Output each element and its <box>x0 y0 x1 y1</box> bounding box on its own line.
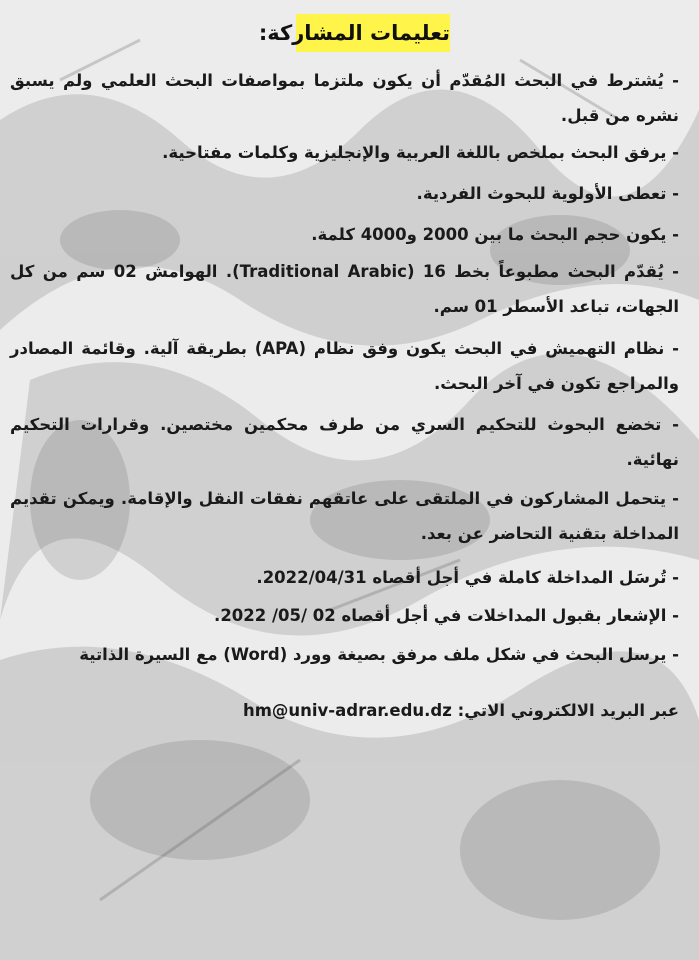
rule-item-10: - الإشعار بقبول المداخلات في أجل أقصاه 02 /05/ 2022. <box>214 606 679 625</box>
rule-item-1: - يُشترط في البحث المُقدّم أن يكون ملتزما بمواصفات البحث العلمي ولم يسبق نشره من قبل. <box>10 71 679 125</box>
email-address[interactable]: hm@univ-adrar.edu.dz <box>242 701 452 720</box>
email-line <box>10 693 679 728</box>
page-title: تعليمات المشاركة: <box>296 14 450 52</box>
rule-item-7: - تخضع البحوث للتحكيم السري من طرف محكمين مختصين. وقرارات التحكيم نهائية. <box>10 415 679 469</box>
rule-item-2: - يرفق البحث بملخص باللغة العربية والإنجليزية وكلمات مفتاحية. <box>162 143 679 162</box>
email-label: عبر البريد الالكتروني الاتي: <box>457 701 679 720</box>
rule-item-5: - يُقدّم البحث مطبوعاً بخط 16 (Traditional Arabic). الهوامش 02 سم من كل الجهات، تباعد الأسطر 01 سم. <box>10 262 679 316</box>
rule-item-6: - نظام التهميش في البحث يكون وفق نظام (APA) بطريقة آلية. وقائمة المصادر والمراجع تكون في آخر البحث. <box>10 339 680 393</box>
rule-item-8: - يتحمل المشاركون في الملتقى على عاتقهم نفقات النقل والإقامة. ويمكن تقديم المداخلة بتقنية التحاضر عن بعد. <box>10 489 679 543</box>
rule-item-11: - يرسل البحث في شكل ملف مرفق بصيغة وورد (Word) مع السيرة الذاتية <box>79 645 679 664</box>
rule-item-4: - يكون حجم البحث ما بين 2000 و4000 كلمة. <box>311 225 679 244</box>
rule-item-3: - تعطى الأولوية للبحوث الفردية. <box>416 184 679 203</box>
rule-item-9: - تُرسَل المداخلة كاملة في أجل أقصاه 2022/04/31. <box>256 568 679 587</box>
